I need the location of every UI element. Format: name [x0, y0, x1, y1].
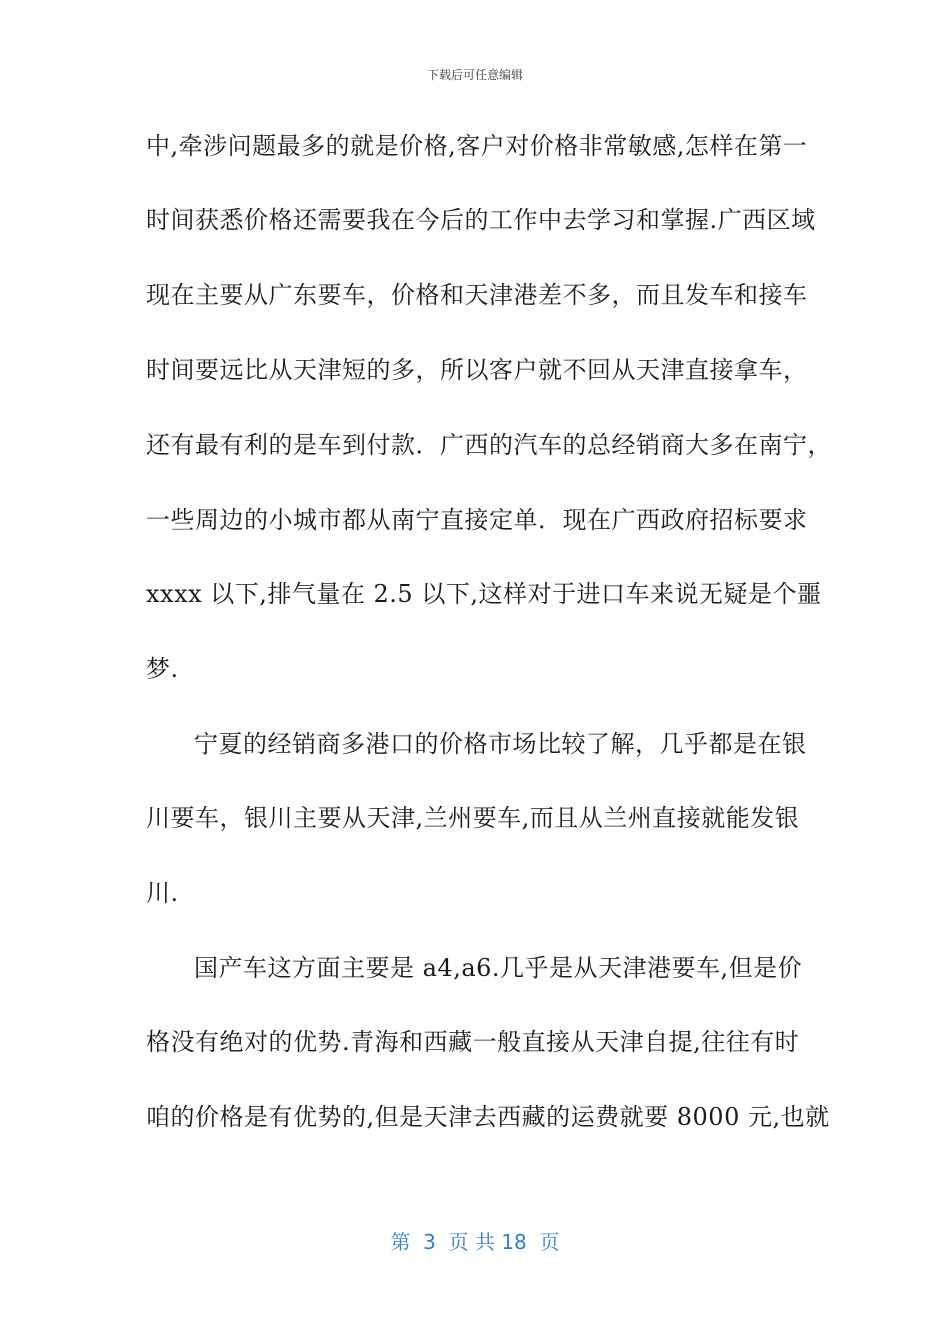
text-line: 时间获悉价格还需要我在今后的工作中去学习和掌握.广西区域 — [146, 206, 816, 234]
text-line: xxxx 以下,排气量在 2.5 以下,这样对于进口车来说无疑是个噩 — [146, 580, 822, 608]
text-line: 一些周边的小城市都从南宁直接定单．现在广西政府招标要求 — [146, 506, 808, 534]
text-line: 川要车，银川主要从天津,兰州要车,而且从兰州直接就能发银 — [146, 804, 800, 832]
paragraph-first-line: 国产车这方面主要是 a4,a6.几乎是从天津港要车,但是价 — [194, 954, 803, 982]
page-number-footer: 第 3 页 共 18 页 — [390, 1230, 560, 1254]
text-line: 现在主要从广东要车，价格和天津港差不多，而且发车和接车 — [146, 281, 808, 309]
page-header: 下载后可任意编辑 — [426, 68, 523, 82]
text-line: 川. — [146, 879, 179, 907]
paragraph-first-line: 宁夏的经销商多港口的价格市场比较了解，几乎都是在银 — [194, 730, 807, 758]
text-line: 梦. — [146, 655, 179, 683]
text-line: 还有最有利的是车到付款．广西的汽车的总经销商大多在南宁， — [146, 431, 832, 459]
text-line: 格没有绝对的优势.青海和西藏一般直接从天津自提,往往有时 — [146, 1028, 800, 1056]
text-line: 时间要远比从天津短的多，所以客户就不回从天津直接拿车， — [146, 356, 808, 384]
text-line: 中,牵涉问题最多的就是价格,客户对价格非常敏感,怎样在第一 — [146, 132, 808, 160]
text-line: 咱的价格是有优势的,但是天津去西藏的运费就要 8000 元,也就 — [146, 1103, 830, 1131]
